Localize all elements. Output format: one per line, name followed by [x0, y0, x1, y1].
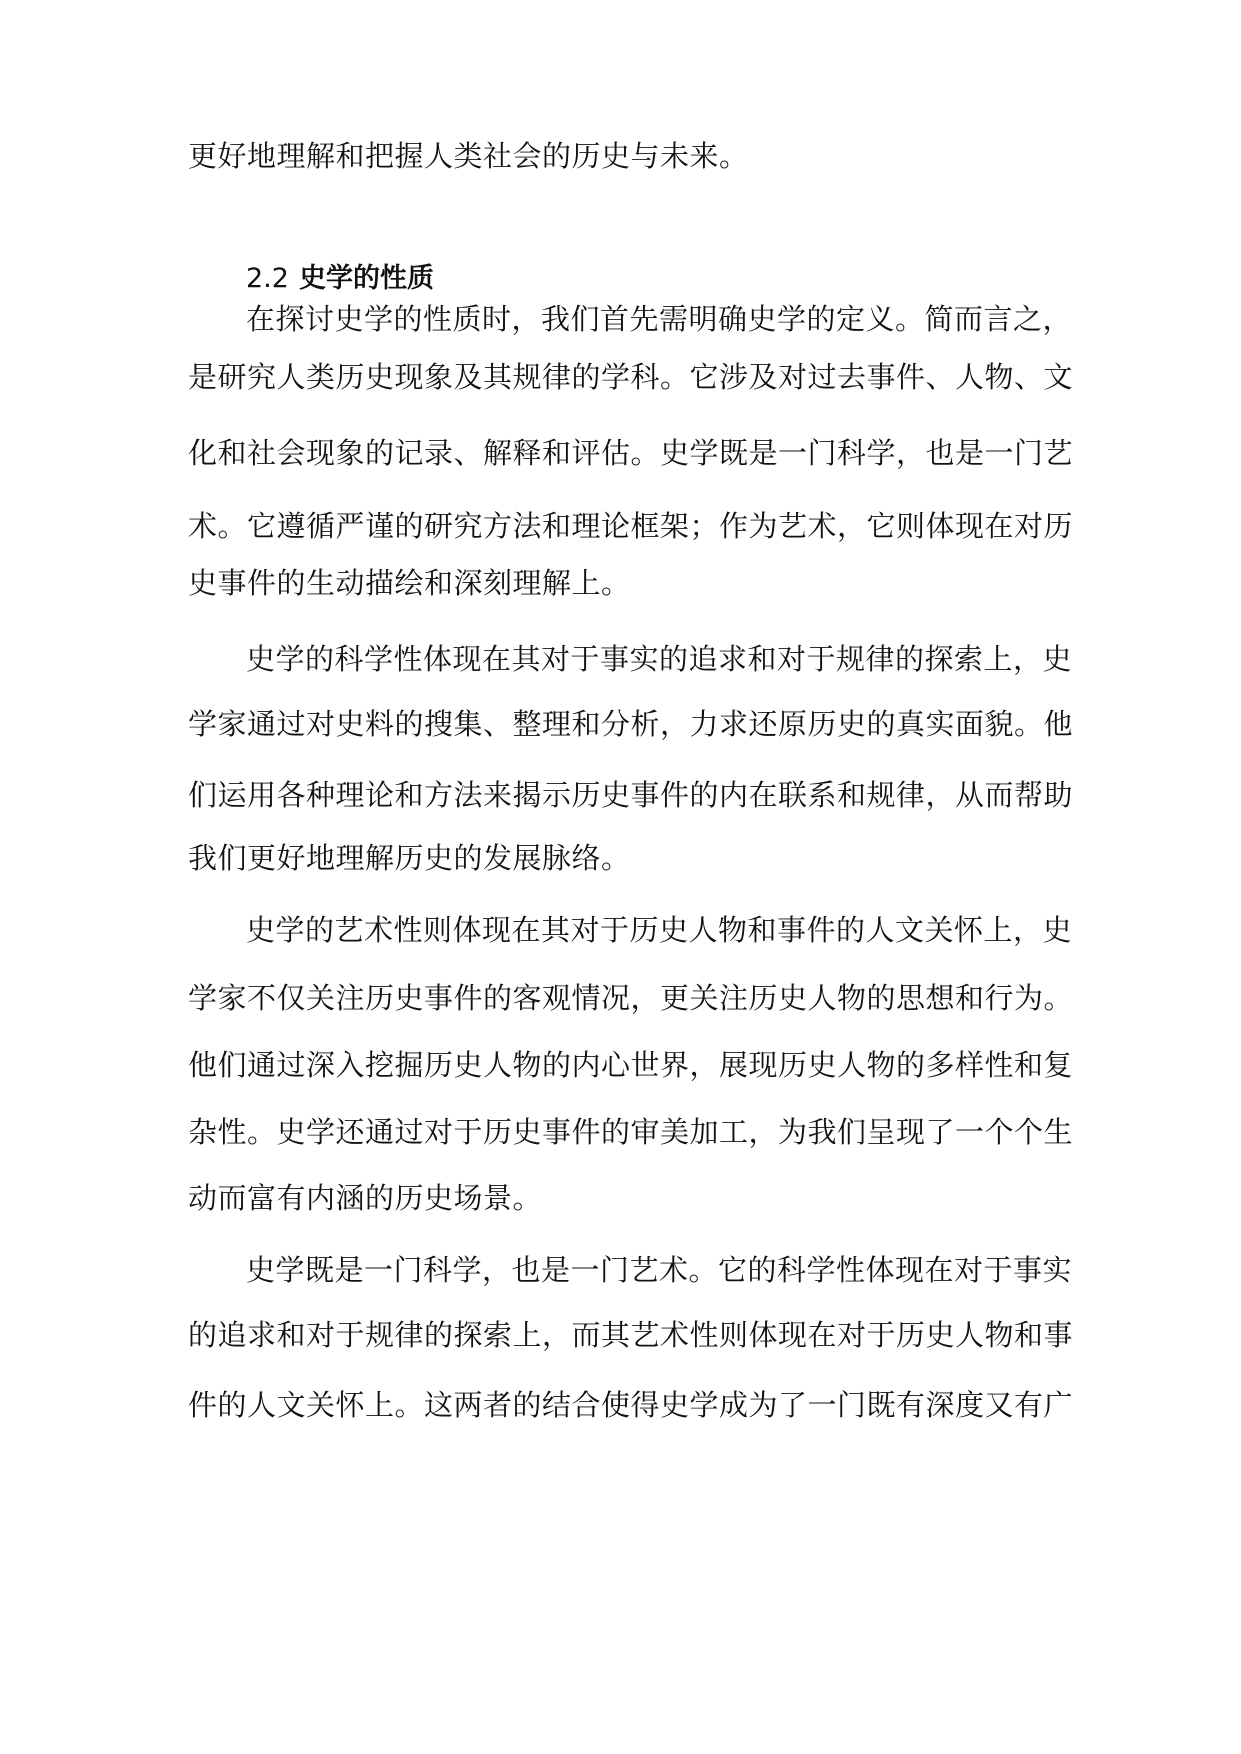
paragraph-3-line-2: 学家不仅关注历史事件的客观情况，更关注历史人物的思想和行为。 [188, 981, 1074, 1015]
paragraph-1-line-1: 在探讨史学的性质时，我们首先需明确史学的定义。简而言之， [246, 302, 1073, 336]
paragraph-3-line-5: 动而富有内涵的历史场景。 [188, 1181, 543, 1215]
paragraph-3-line-1: 史学的艺术性则体现在其对于历史人物和事件的人文关怀上，史 [246, 913, 1073, 947]
paragraph-4-line-1: 史学既是一门科学，也是一门艺术。它的科学性体现在对于事实 [246, 1253, 1073, 1287]
paragraph-2-line-1: 史学的科学性体现在其对于事实的追求和对于规律的探索上，史 [246, 642, 1073, 676]
section-number: 2.2 [246, 263, 289, 294]
paragraph-2-line-4: 我们更好地理解历史的发展脉络。 [188, 841, 631, 875]
paragraph-1-line-3: 化和社会现象的记录、解释和评估。史学既是一门科学，也是一门艺 [188, 436, 1074, 470]
paragraph-4-line-3: 件的人文关怀上。这两者的结合使得史学成为了一门既有深度又有广 [188, 1388, 1074, 1422]
paragraph-1-line-4: 术。它遵循严谨的研究方法和理论框架；作为艺术，它则体现在对历 [188, 509, 1074, 543]
paragraph-1-line-2: 是研究人类历史现象及其规律的学科。它涉及对过去事件、人物、文 [188, 360, 1074, 394]
section-heading [246, 259, 434, 299]
section-title: 史学的性质 [298, 263, 434, 294]
paragraph-3-line-3: 他们通过深入挖掘历史人物的内心世界，展现历史人物的多样性和复 [188, 1048, 1074, 1082]
paragraph-1-line-5: 史事件的生动描绘和深刻理解上。 [188, 566, 631, 600]
paragraph-2-line-3: 们运用各种理论和方法来揭示历史事件的内在联系和规律，从而帮助 [188, 778, 1074, 812]
paragraph-4-line-2: 的追求和对于规律的探索上，而其艺术性则体现在对于历史人物和事 [188, 1318, 1074, 1352]
paragraph-3-line-4: 杂性。史学还通过对于历史事件的审美加工，为我们呈现了一个个生 [188, 1115, 1074, 1149]
paragraph-2-line-2: 学家通过对史料的搜集、整理和分析，力求还原历史的真实面貌。他 [188, 707, 1074, 741]
continuation-line: 更好地理解和把握人类社会的历史与未来。 [188, 139, 749, 173]
